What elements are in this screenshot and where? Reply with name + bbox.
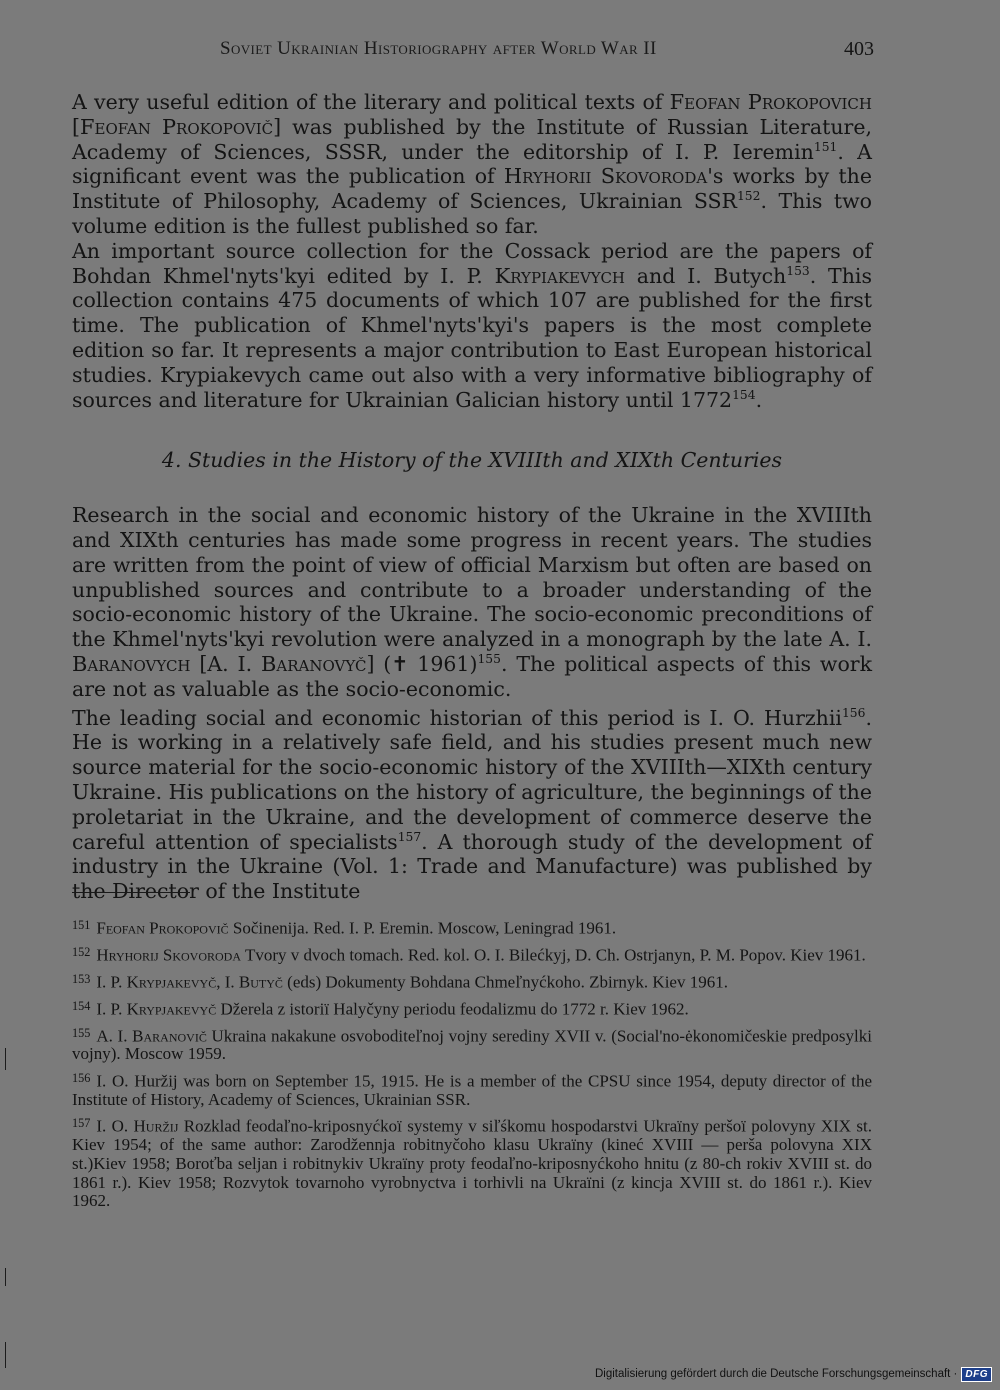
section-heading: 4. Studies in the History of the XVIIIth and XIXth Centuries — [161, 448, 783, 473]
footnote-text: I. P. — [96, 972, 127, 992]
footnote-151 — [72, 916, 872, 938]
margin-mark — [5, 1268, 6, 1286]
paragraph-4 — [72, 706, 872, 904]
author-name: Feofan Prokopovich — [669, 90, 872, 114]
text-run: . A significant event was the publication of — [72, 139, 872, 189]
footnote-155 — [72, 1024, 872, 1064]
text-run: . The political aspects of this work are not as valuable as the socio-economic. — [72, 651, 873, 701]
footnote-text: , I. — [216, 972, 239, 992]
text-run: 's works by the Institute of Philosophy, Academy of Sciences, Ukrainian SSR — [72, 164, 872, 214]
footnote-text: I. P. — [96, 998, 127, 1018]
running-head — [72, 38, 874, 68]
footnote-number: 157 — [72, 1116, 91, 1131]
text-run: [ — [72, 114, 80, 139]
footnotes — [72, 916, 872, 1216]
footnote-author: Baranovič — [132, 1025, 207, 1045]
footnote-text: Sočinenija. Red. I. P. Eremin. Moscow, Leningrad 1961. — [228, 918, 617, 938]
running-title: Soviet Ukrainian Historiography after World War II — [220, 38, 657, 59]
dfg-logo: DFG — [961, 1367, 992, 1382]
footnote-author: Feofan Prokopovič — [96, 918, 229, 938]
footnote-154 — [72, 997, 872, 1019]
footnote-152 — [72, 943, 872, 965]
author-name: Baranovyč — [261, 651, 367, 676]
footnote-text: Tvory v dvoch tomach. Red. kol. O. I. Bilećkyj, D. Ch. Ostrjanyn, P. M. Popov. Kiev 1961. — [241, 945, 866, 965]
text-run: . — [755, 387, 763, 412]
paragraph-3 — [72, 503, 872, 701]
digitization-credit — [595, 1364, 992, 1384]
footnote-153 — [72, 970, 872, 992]
footnote-156 — [72, 1069, 872, 1109]
footnote-author: Krypjakevyč — [126, 972, 217, 992]
text-run: [A. I. — [190, 651, 261, 676]
footnote-number: 155 — [72, 1025, 91, 1040]
page-number: 403 — [844, 38, 874, 60]
footnote-ref: 155 — [477, 651, 501, 666]
footnote-number: 154 — [72, 998, 91, 1013]
text-run: . This collection contains 475 documents of which 107 are published for the first time. The publication of Khmel'nyts'kyi's papers is the most complete edition so far. It represents a major contribution to East European historical studies. Krypiakevych came out also with a very informative bibliography of sources and literature for Ukrainian Galician history until 1772 — [72, 263, 872, 412]
margin-mark — [5, 1342, 6, 1368]
footnote-author: Butyč — [238, 972, 283, 992]
author-name: Baranovych — [72, 651, 191, 676]
paragraph-1 — [72, 90, 872, 239]
footnote-text: A. I. — [96, 1025, 133, 1045]
text-run: . He is working in a relatively safe field, and his studies present much new source material for the socio-economic history of the XVIIIth—XIXth century Ukraine. His publications on the history of agriculture, the beginnings of the proletariat in the Ukraine, and the development of commerce deserve the careful attention of specialists — [72, 705, 872, 854]
footnote-text: Džerela z istoriï Halyčyny periodu feodalizmu do 1772 r. Kiev 1962. — [216, 998, 689, 1018]
footnote-text: Ukraina nakakune osvoboditeľnoj vojny serediny XVII v. (Social'no-ėkonomičeskie predposylki vojny). Moscow 1959. — [72, 1025, 872, 1064]
author-name: Hryhorii Skovoroda — [503, 164, 708, 189]
text-run: A very useful edition of the literary and political texts of — [72, 90, 670, 114]
margin-mark — [5, 1048, 6, 1070]
footnote-author: Krypjakevyč — [126, 998, 217, 1018]
footnote-number: 151 — [72, 918, 91, 932]
footnote-number: 153 — [72, 971, 91, 986]
footnote-ref: 151 — [813, 139, 838, 154]
footnote-number: 152 — [72, 944, 91, 959]
text-run: . A thorough study of the development of industry in the Ukraine (Vol. 1: Trade and Manufacture) was published by the Director of the Institute — [72, 829, 872, 904]
footnote-rule — [72, 892, 190, 893]
footnote-text: I. O. — [96, 1116, 134, 1136]
footnote-text: (eds) Dokumenty Bohdana Chmeľnyćkoho. Zbirnyk. Kiev 1961. — [282, 972, 728, 992]
text-run: Research in the social and economic history of the Ukraine in the XVIIIth and XIXth centuries has made some progress in recent years. The studies are written from the point of view of official Marxism but often are based on unpublished sources and contribute to a broader understanding of the socio-economic history of the Ukraine. The socio-economic preconditions of the Khmel'nyts'kyi revolution were analyzed in a monograph by the late A. I. — [72, 503, 872, 652]
text-run: ] was published by the Institute of Russian Literature, Academy of Sciences, SSSR, under the editorship of I. P. Ieremin — [72, 114, 872, 164]
footnote-ref: 157 — [397, 829, 422, 844]
footnote-ref: 152 — [736, 189, 761, 204]
text-run: An important source collection for the Cossack period are the papers of Bohdan Khmel'nyts'kyi edited by I. P. — [72, 238, 872, 288]
paragraph-2 — [72, 239, 872, 413]
footnote-author: Huržij — [133, 1116, 179, 1136]
footnote-author: Hryhorij Skovoroda — [96, 945, 242, 965]
footnote-number: 156 — [72, 1070, 91, 1085]
body-text — [72, 90, 872, 904]
author-name: Feofan Prokopovič — [80, 114, 274, 139]
text-run: and I. Butych — [625, 263, 787, 288]
footnote-text: Rozklad feodaľno-kriposnyćkoï systemy v siľśkomu hospodarstvi Ukraïny peršoï polovyny XIX st. Kiev 1954; of the same author: Zarodžennja robitnyčoho klasu Ukraïny (kineć XVIII — perša polovyna XIX st.)Kiev 1958; Boroťba seljan i robitnykiv Ukraïny proty feodaľno-kriposnyćkoho hnitu (z 80-ch rokiv XVIII st. do 1861 r.). Kiev 1958; Rozvytok tovarnoho vyrobnyctva i torhivli na Ukraïni (z kincja XVIII st. do 1861 r.). Kiev 1962. — [72, 1116, 872, 1211]
footnote-ref: 154 — [732, 387, 756, 402]
footnote-ref: 153 — [786, 263, 810, 278]
footnote-157 — [72, 1114, 872, 1210]
text-run: . This two volume edition is the fullest published so far. — [72, 189, 872, 238]
text-run: The leading social and economic historian of this period is I. O. Hurzhii — [72, 705, 842, 730]
credit-text: Digitalisierung gefördert durch die Deutsche Forschungsgemeinschaft · — [594, 1368, 958, 1380]
footnote-text: I. O. Huržij was born on September 15, 1915. He is a member of the CPSU since 1954, deputy director of the Institute of History, Academy of Sciences, Ukrainian SSR. — [72, 1071, 872, 1109]
footnote-ref: 156 — [841, 705, 866, 720]
author-name: Krypiakevych — [494, 263, 625, 288]
text-run: ] (✝ 1961) — [366, 651, 478, 676]
